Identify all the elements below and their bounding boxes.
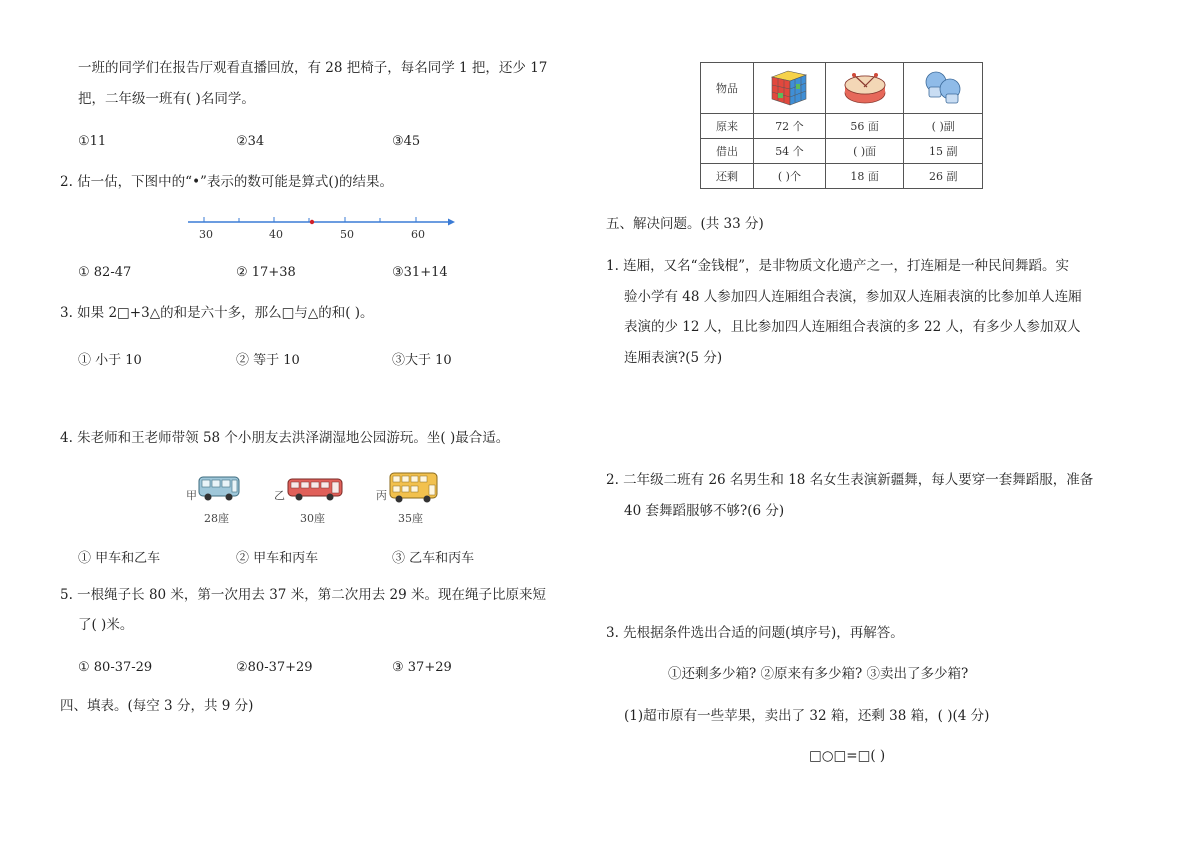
table-item-cube xyxy=(754,63,826,114)
table-cell-blank: ( )个 xyxy=(754,164,826,189)
q1-option-3: ③45 xyxy=(392,134,421,149)
drum-icon xyxy=(842,67,888,107)
q2-option-1: ① 82-47 xyxy=(78,265,132,280)
vehicle-b-name: 乙 xyxy=(274,489,285,502)
boxing-gloves-icon xyxy=(920,67,966,107)
q3-text: 3. 如果 2□+3△的和是六十多，那么□与△的和( )。 xyxy=(60,305,374,321)
p3-sub-question-1: (1)超市原有一些苹果，卖出了 32 箱，还剩 38 箱，( )(4 分) xyxy=(624,708,990,724)
q1-text-line1: 一班的同学们在报告厅观看直播回放，有 28 把椅子，每名同学 1 把，还少 17 xyxy=(78,60,548,76)
section-5-heading: 五、解决问题。(共 33 分) xyxy=(606,216,764,232)
table-row-label-original: 原来 xyxy=(701,114,754,139)
vehicle-c-seats: 35座 xyxy=(398,512,423,525)
table-cell: 54 个 xyxy=(754,139,826,164)
q4-option-1: ① 甲车和乙车 xyxy=(78,551,161,566)
tick-label-50: 50 xyxy=(340,228,354,241)
double-decker-bus-icon xyxy=(389,471,439,505)
p3-formula: □○□=□( ) xyxy=(809,748,886,764)
table-cell-blank: ( )面 xyxy=(825,139,904,164)
q3-option-1: ① 小于 10 xyxy=(78,353,142,368)
tick-label-40: 40 xyxy=(269,228,283,241)
p2-line2: 40 套舞蹈服够不够?(6 分) xyxy=(624,503,785,519)
table-item-drum xyxy=(825,63,904,114)
table-header-label: 物品 xyxy=(701,63,754,114)
p3-choices: ①还剩多少箱? ②原来有多少箱? ③卖出了多少箱? xyxy=(668,666,969,682)
q3-option-3: ③大于 10 xyxy=(392,353,452,368)
table-cell: 26 副 xyxy=(904,164,983,189)
q2-text: 2. 估一估，下图中的“•”表示的数可能是算式()的结果。 xyxy=(60,174,393,190)
tick-label-30: 30 xyxy=(199,228,213,241)
table-cell: 18 面 xyxy=(825,164,904,189)
q3-option-2: ② 等于 10 xyxy=(236,353,300,368)
table-cell: 72 个 xyxy=(754,114,826,139)
q4-option-2: ② 甲车和丙车 xyxy=(236,551,319,566)
q4-text: 4. 朱老师和王老师带领 58 个小朋友去洪泽湖湿地公园游玩。坐( )最合适。 xyxy=(60,430,510,446)
bus-b-icon xyxy=(287,477,343,503)
number-line-dot xyxy=(310,220,314,224)
p1-line2: 验小学有 48 人参加四人连厢组合表演，参加双人连厢表演的比参加单人连厢 xyxy=(624,289,1082,305)
magic-cube-icon xyxy=(768,67,810,107)
q5-option-2: ②80-37+29 xyxy=(236,660,313,675)
vehicle-a-name: 甲 xyxy=(186,489,197,502)
p3-text: 3. 先根据条件选出合适的问题(填序号)，再解答。 xyxy=(606,625,904,641)
table-row-label-remaining: 还剩 xyxy=(701,164,754,189)
table-item-gloves xyxy=(904,63,983,114)
p2-line1: 2. 二年级二班有 26 名男生和 18 名女生表演新疆舞，每人要穿一套舞蹈服，准备 xyxy=(606,472,1094,488)
section-4-heading: 四、填表。(每空 3 分，共 9 分) xyxy=(60,698,254,714)
bus-a-icon xyxy=(198,475,240,503)
tick-label-60: 60 xyxy=(411,228,425,241)
q4-option-3: ③ 乙车和丙车 xyxy=(392,551,475,566)
p1-line3: 表演的少 12 人，且比参加四人连厢组合表演的多 22 人，有多少人参加双人 xyxy=(624,319,1081,335)
vehicle-b-seats: 30座 xyxy=(300,512,325,525)
p1-line4: 连厢表演?(5 分) xyxy=(624,350,723,366)
q5-option-3: ③ 37+29 xyxy=(392,660,452,675)
table-row-label-lent: 借出 xyxy=(701,139,754,164)
q1-option-2: ②34 xyxy=(236,134,265,149)
fill-in-table xyxy=(700,62,983,189)
q2-option-3: ③31+14 xyxy=(392,265,448,280)
vehicle-c-name: 丙 xyxy=(376,489,387,502)
table-cell: 56 面 xyxy=(825,114,904,139)
q5-text-line1: 5. 一根绳子长 80 米，第一次用去 37 米，第二次用去 29 米。现在绳子比原来短 xyxy=(60,587,546,603)
q5-text-line2: 了( )米。 xyxy=(78,617,134,633)
vehicle-a-seats: 28座 xyxy=(204,512,229,525)
q1-option-1: ①11 xyxy=(78,134,107,149)
q5-option-1: ① 80-37-29 xyxy=(78,660,153,675)
p1-line1: 1. 连厢，又名“金钱棍”，是非物质文化遗产之一，打连厢是一种民间舞蹈。实 xyxy=(606,258,1069,274)
q1-text-line2: 把，二年级一班有( )名同学。 xyxy=(78,91,255,107)
table-cell-blank: ( )副 xyxy=(904,114,983,139)
number-line xyxy=(186,214,456,244)
q2-option-2: ② 17+38 xyxy=(236,265,296,280)
table-cell: 15 副 xyxy=(904,139,983,164)
